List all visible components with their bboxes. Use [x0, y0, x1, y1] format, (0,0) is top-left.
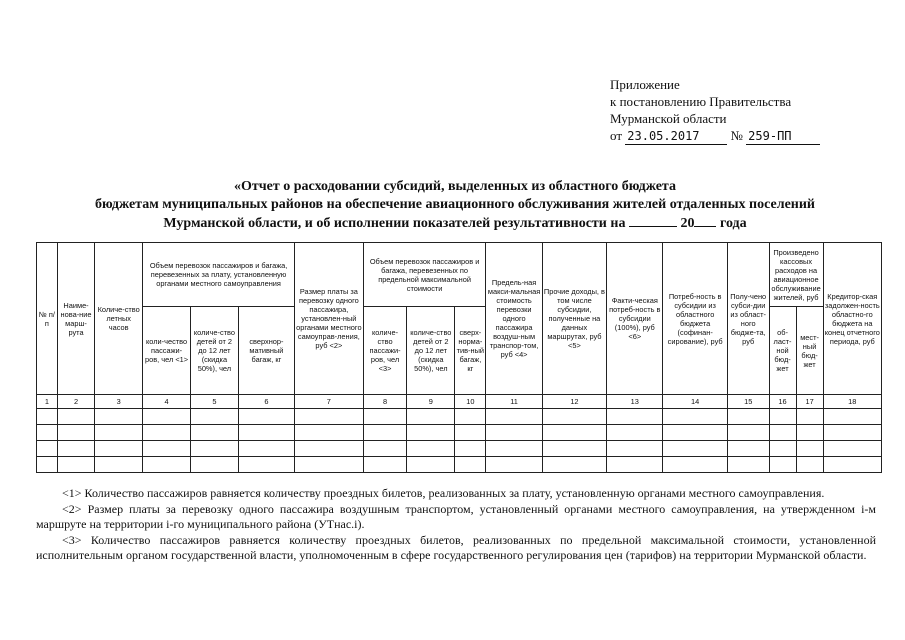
empty-cell — [190, 457, 238, 473]
empty-cell — [663, 441, 728, 457]
empty-cell — [486, 457, 542, 473]
empty-cell — [95, 441, 143, 457]
empty-cell — [486, 409, 542, 425]
empty-cell — [727, 457, 769, 473]
title-line-2: бюджетам муниципальных районов на обеспечение авиационного обслуживания жителей отдаленных поселений — [95, 197, 815, 212]
empty-cell — [823, 409, 881, 425]
empty-cell — [37, 457, 58, 473]
empty-cell — [363, 457, 407, 473]
column-number: 8 — [363, 395, 407, 409]
number-value: 259-ПП — [746, 129, 820, 145]
empty-cell — [796, 409, 823, 425]
header-g2-baggage: сверх-норма-тив-ный багаж, кг — [455, 307, 486, 395]
footnote-3: <3> Количество пассажиров равняется количеству проездных билетов, реализованных по предельной максимальной стоимости, установленной исполнительным органом государственной власти, уполномоченным в сфере государственного регулирования цен (тарифов) на территории Мурманской области. — [36, 532, 876, 562]
empty-cell — [37, 409, 58, 425]
empty-cell — [95, 425, 143, 441]
column-number: 15 — [727, 395, 769, 409]
column-number: 11 — [486, 395, 542, 409]
header-flight-hours: Количе-ство летных часов — [95, 243, 143, 395]
empty-cell — [663, 425, 728, 441]
empty-cell — [363, 425, 407, 441]
column-number: 7 — [295, 395, 364, 409]
empty-cell — [455, 441, 486, 457]
column-number: 14 — [663, 395, 728, 409]
empty-cell — [190, 409, 238, 425]
empty-cell — [542, 441, 607, 457]
number-prefix: № — [730, 128, 743, 143]
empty-cell — [455, 457, 486, 473]
empty-cell — [542, 409, 607, 425]
empty-cell — [238, 441, 294, 457]
empty-row — [37, 441, 882, 457]
header-g1-children: количе-ство детей от 2 до 12 лет (скидка 50%), чел — [190, 307, 238, 395]
appendix-date-line — [610, 127, 820, 145]
empty-row — [37, 425, 882, 441]
empty-cell — [769, 457, 796, 473]
report-table — [36, 242, 882, 473]
empty-cell — [542, 425, 607, 441]
column-number: 9 — [407, 395, 455, 409]
appendix-line-1: Приложение — [610, 77, 680, 92]
appendix-line-2: к постановлению Правительства — [610, 94, 792, 109]
empty-cell — [190, 425, 238, 441]
empty-cell — [143, 441, 191, 457]
empty-cell — [769, 425, 796, 441]
column-number: 13 — [607, 395, 663, 409]
title-year-prefix: 20 — [680, 216, 695, 231]
column-number: 10 — [455, 395, 486, 409]
date-prefix: от — [610, 128, 623, 143]
column-number: 6 — [238, 395, 294, 409]
header-actual-need: Факти-ческая потреб-ность в субсидии (100%), руб <6> — [607, 243, 663, 395]
empty-cell — [95, 409, 143, 425]
empty-cell — [823, 441, 881, 457]
empty-cell — [143, 409, 191, 425]
period-blank — [629, 214, 677, 227]
empty-cell — [607, 409, 663, 425]
empty-cell — [823, 425, 881, 441]
title-line-3-start: Мурманской области, и об исполнении показателей результативности на — [163, 216, 626, 231]
year-blank — [694, 214, 716, 227]
empty-cell — [363, 409, 407, 425]
empty-cell — [796, 457, 823, 473]
column-number: 16 — [769, 395, 796, 409]
empty-cell — [542, 457, 607, 473]
appendix-line-3: Мурманской области — [610, 111, 727, 126]
header-max-cost: Предель-ная макси-мальная стоимость перевозки одного пассажира воздуш-ным транспор-том, руб <4> — [486, 243, 542, 395]
empty-cell — [238, 409, 294, 425]
report-title — [40, 178, 870, 233]
column-number: 18 — [823, 395, 881, 409]
empty-cell — [455, 409, 486, 425]
empty-cell — [796, 441, 823, 457]
empty-cell — [295, 441, 364, 457]
empty-cell — [57, 441, 94, 457]
empty-cell — [486, 425, 542, 441]
empty-cell — [190, 441, 238, 457]
empty-cell — [57, 409, 94, 425]
empty-row — [37, 457, 882, 473]
header-other-income: Прочие доходы, в том числе субсидии, полученные на данных маршрутах, руб <5> — [542, 243, 607, 395]
footnote-1: <1> Количество пассажиров равняется количеству проездных билетов, реализованных за плату, установленную органами местного самоуправления. — [62, 486, 825, 500]
empty-cell — [295, 409, 364, 425]
empty-cell — [727, 441, 769, 457]
column-number: 5 — [190, 395, 238, 409]
empty-cell — [607, 425, 663, 441]
title-line-3-end: года — [719, 216, 747, 231]
header-group-max-cost-transport: Объем перевозок пассажиров и багажа, перевезенных по предельной максимальной стоимости — [363, 243, 486, 307]
header-route-name: Наиме-нова-ние марш-рута — [57, 243, 94, 395]
header-received-subsidy: Полу-чено субси-дии из област-ного бюдже-та, руб — [727, 243, 769, 395]
empty-cell — [57, 425, 94, 441]
empty-cell — [823, 457, 881, 473]
title-line-1: «Отчет о расходовании субсидий, выделенных из областного бюджета — [234, 179, 676, 194]
empty-cell — [607, 441, 663, 457]
footnotes — [36, 486, 876, 564]
empty-cell — [727, 409, 769, 425]
header-g2-children: количе-ство детей от 2 до 12 лет (скидка 50%), чел — [407, 307, 455, 395]
header-group-cash-expenses: Произведено кассовых расходов на авиационное обслуживание жителей, руб — [769, 243, 823, 307]
header-g3-local-budget: мест-ный бюд-жет — [796, 307, 823, 395]
column-number: 1 — [37, 395, 58, 409]
date-value: 23.05.2017 — [625, 129, 727, 145]
empty-cell — [769, 409, 796, 425]
empty-cell — [37, 441, 58, 457]
footnote-2: <2> Размер платы за перевозку одного пассажира воздушным транспортом, установленный органами местного самоуправления, на утвержденном i-м маршруте на территории i-го муниципального района (УТнас.i). — [36, 501, 876, 531]
empty-cell — [363, 441, 407, 457]
empty-cell — [407, 441, 455, 457]
header-g1-passengers: коли-чество пассажи-ров, чел <1> — [143, 307, 191, 395]
empty-cell — [238, 457, 294, 473]
column-number: 17 — [796, 395, 823, 409]
empty-cell — [663, 457, 728, 473]
header-group-paid-transport: Объем перевозок пассажиров и багажа, перевезенных за плату, установленную органами местного самоуправления — [143, 243, 295, 307]
appendix-block — [610, 76, 820, 145]
empty-cell — [607, 457, 663, 473]
empty-cell — [295, 425, 364, 441]
empty-cell — [295, 457, 364, 473]
empty-cell — [143, 457, 191, 473]
empty-cell — [57, 457, 94, 473]
column-number: 3 — [95, 395, 143, 409]
empty-cell — [486, 441, 542, 457]
empty-cell — [407, 425, 455, 441]
column-number: 2 — [57, 395, 94, 409]
empty-cell — [727, 425, 769, 441]
empty-cell — [796, 425, 823, 441]
header-g1-baggage: сверхнор-мативный багаж, кг — [238, 307, 294, 395]
empty-cell — [769, 441, 796, 457]
empty-cell — [455, 425, 486, 441]
header-regional-need: Потреб-ность в субсидии из областного бюджета (софинан-сирование), руб — [663, 243, 728, 395]
empty-cell — [238, 425, 294, 441]
empty-cell — [407, 457, 455, 473]
header-number: № п/п — [37, 243, 58, 395]
empty-cell — [37, 425, 58, 441]
empty-cell — [663, 409, 728, 425]
column-number: 12 — [542, 395, 607, 409]
empty-row — [37, 409, 882, 425]
title-line-3 — [40, 214, 870, 233]
header-g3-regional-budget: об-ласт-ной бюд-жет — [769, 307, 796, 395]
header-accounts-payable: Кредитор-ская задолжен-ность областно-го бюджета на конец отчетного периода, руб — [823, 243, 881, 395]
empty-cell — [95, 457, 143, 473]
header-fare-size: Размер платы за перевозку одного пассажира, установлен-ный органами местного самоуправ-ления, руб <2> — [295, 243, 364, 395]
empty-cell — [143, 425, 191, 441]
header-g2-passengers: количе-ство пассажи-ров, чел <3> — [363, 307, 407, 395]
column-number: 4 — [143, 395, 191, 409]
empty-cell — [407, 409, 455, 425]
column-number-row — [37, 395, 882, 409]
